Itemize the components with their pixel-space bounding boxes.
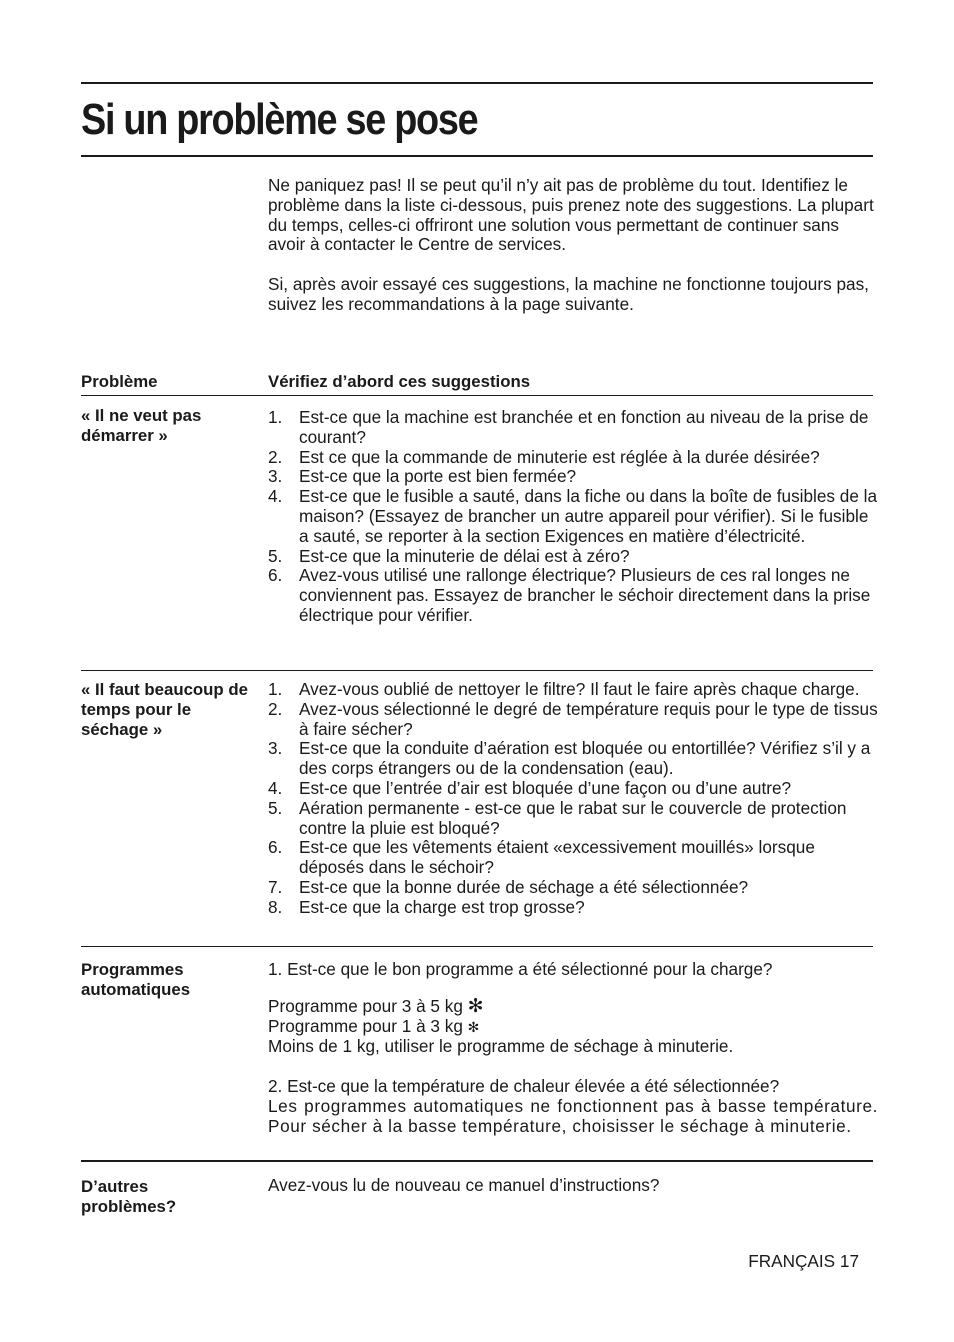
page-title: Si un problème se pose [81,95,478,144]
list-item: 4. Est-ce que l’entrée d’air est bloquée d’une façon ou d’une autre? [268,777,792,798]
list-item: 5. Aération permanente - est-ce que le rabat sur le couvercle de protection contre la pluie est bloqué? [268,797,847,838]
suggestions-list [268,408,878,626]
program-line: Moins de 1 kg, utiliser le programme de séchage à minuterie. [268,1036,734,1057]
list-item: 8. Est-ce que la charge est trop grosse? [268,896,585,917]
row-divider [81,946,873,947]
list-item: 6. Avez-vous utilisé une rallonge électrique? Plusieurs de ces ral longes ne conviennent pas. Essayez de brancher le séchoir directement dans la prise électrique pour vérifier. [268,565,871,625]
list-item: 3. Est-ce que la porte est bien fermée? [268,466,577,487]
suggestions-block: Avez-vous lu de nouveau ce manuel d’instructions? [268,1175,660,1195]
suggestions-block [268,960,878,1137]
intro-paragraph: Ne paniquez pas! Il se peut qu’il n’y ait pas de problème du tout. Identifiez le problème dans la liste ci-dessous, puis prenez note des suggestions. La plupart du temps, celles-ci offriront une solution vous permettant de continuer sans avoir à contacter le Centre de services. [268,175,874,255]
detail-text: Les programmes automatiques ne fonctionnent pas à basse température. Pour sécher à la basse température, choisisser le séchage à minuterie. [268,1095,878,1136]
question-text: 1. Est-ce que le bon programme a été sélectionné pour la charge? [268,959,773,979]
top-rule [81,82,873,84]
row-divider [81,1160,873,1162]
problem-label: Programmes automatiques [81,960,191,999]
problem-label: « Il ne veut pas démarrer » [81,406,202,445]
list-item: 2. Avez-vous sélectionné le degré de température requis pour le type de tissus à faire sécher? [268,698,878,739]
problem-label: D’autres problèmes? [81,1177,177,1216]
list-item: 3. Est-ce que la conduite d’aération est bloquée ou entortillée? Vérifiez s’il y a des corps étrangers ou de la condensation (eau). [268,738,871,779]
col-suggestions-header: Vérifiez d’abord ces suggestions [268,372,531,391]
page-footer: FRANÇAIS 17 [748,1251,859,1271]
problem-label: « Il faut beaucoup de temps pour le séchage » [81,680,248,739]
intro-paragraph: Si, après avoir essayé ces suggestions, la machine ne fonctionne toujours pas, suivez les recommandations à la page suivante. [268,274,869,314]
snowflake-icon: ✻ [467,995,484,1017]
list-item: 7. Est-ce que la bonne durée de séchage a été sélectionnée? [268,876,749,897]
list-item: 1. Avez-vous oublié de nettoyer le filtre? Il faut le faire après chaque charge. [268,679,860,699]
intro [268,176,878,335]
suggestions-list [268,680,878,918]
title-rule [81,155,873,157]
list-item: 4. Est-ce que le fusible a sauté, dans la fiche ou dans la boîte de fusibles de la maison? (Essayez de brancher un autre appareil pour vérifier). Si le fusible a sauté, se reporter à la section Exigences en matière d’électricité. [268,486,878,546]
col-problem-header: Problème [81,372,158,391]
list-item: 6. Est-ce que les vêtements étaient «excessivement mouillés» lorsque déposés dans le séchoir? [268,837,815,878]
program-line: Programme pour 1 à 3 kg ✻ [268,1015,480,1036]
list-item: 5. Est-ce que la minuterie de délai est à zéro? [268,545,630,566]
row-divider [81,670,873,671]
header-rule [81,395,873,396]
list-item: 2. Est ce que la commande de minuterie est réglée à la durée désirée? [268,446,820,467]
snowflake-small-icon: ✻ [467,1018,480,1035]
program-line: Programme pour 3 à 5 kg ✻ [268,995,484,1017]
question-text: 2. Est-ce que la température de chaleur élevée a été sélectionnée? [268,1076,780,1097]
list-item: 1. Est-ce que la machine est branchée et en fonction au niveau de la prise de courant? [268,407,869,447]
